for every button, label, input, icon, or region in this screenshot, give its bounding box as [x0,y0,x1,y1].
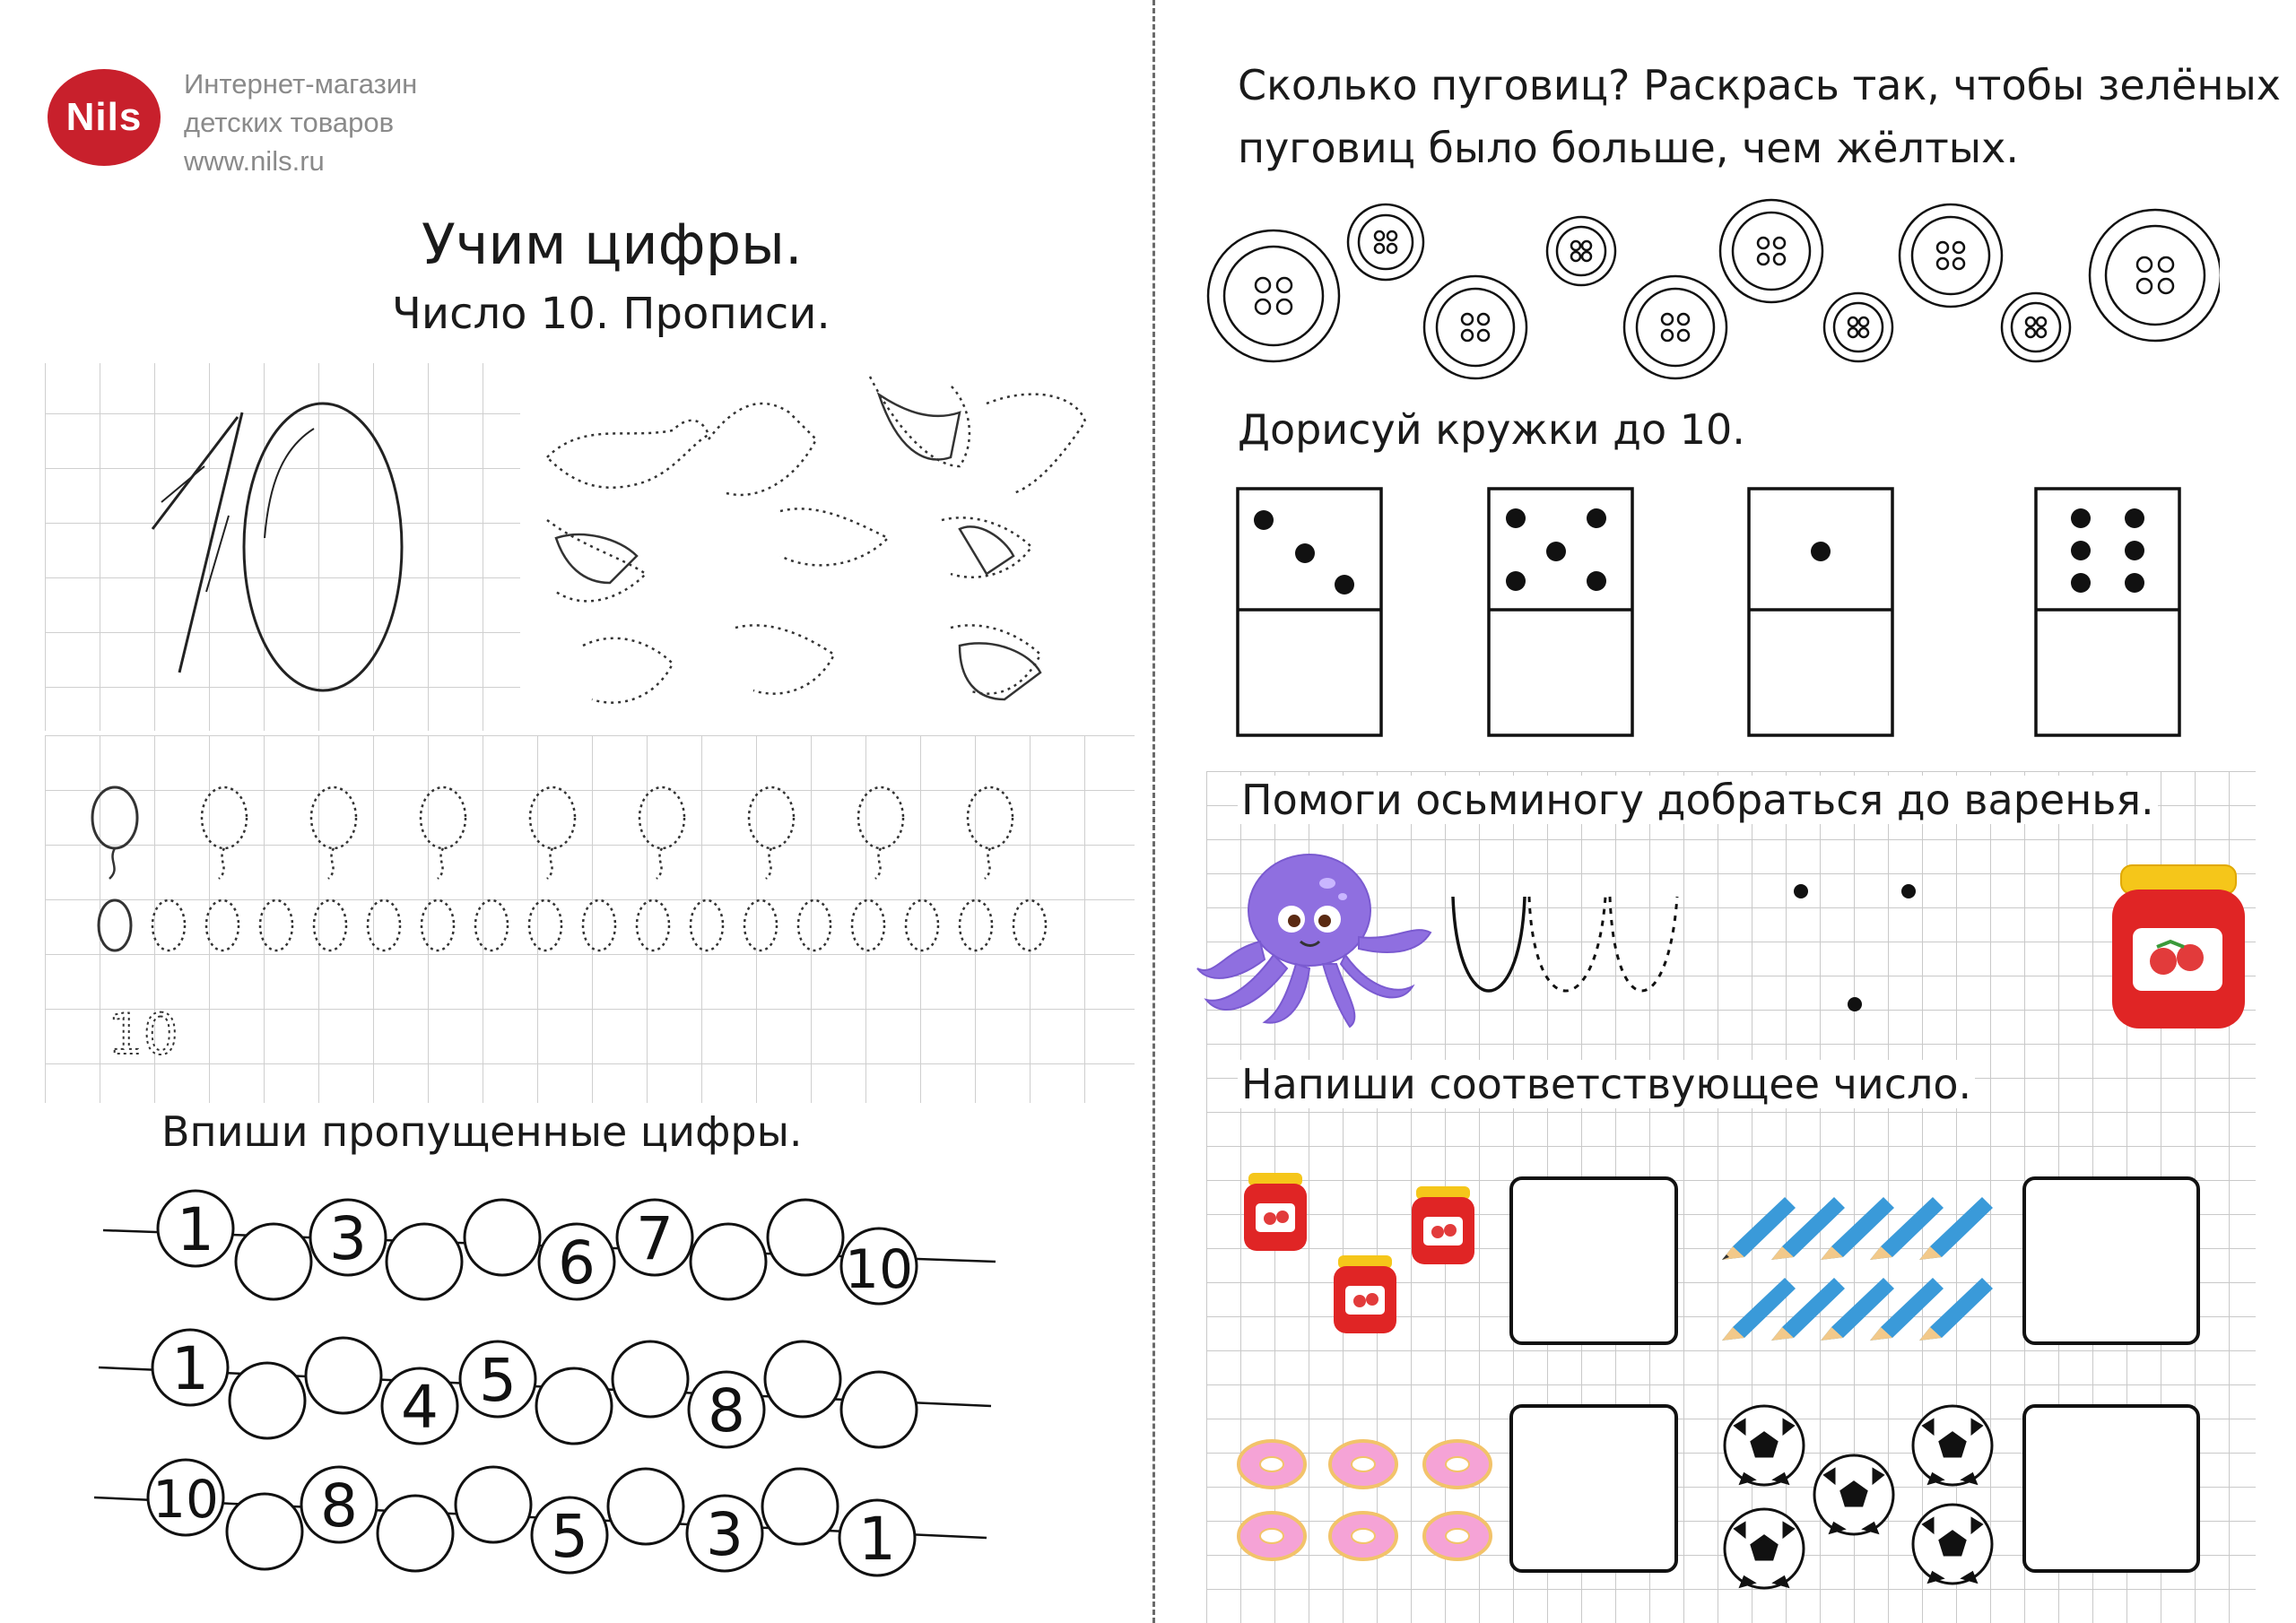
shop-line-2: детских товаров [184,107,395,138]
chain-2-value-4: 4 [401,1373,439,1442]
buttons-illustration [1206,193,2220,381]
chain-1 [103,1191,996,1304]
dotted-birds-illustration [547,377,1085,703]
missing-digits-task: Впиши пропущенные цифры. [161,1107,803,1156]
octopus-task: Помоги осьминогу добраться до варенья. [1238,776,2158,824]
soccer-ball-icon [1725,1509,1804,1588]
chain-1-value-6: 6 [558,1228,596,1298]
shop-url: www.nils.ru [184,145,325,177]
pencils-group [1713,1179,2000,1350]
domino-3 [1749,489,1892,735]
buttons-task-line-1: Сколько пуговиц? Раскрась так, чтобы зелёных [1238,61,2282,109]
button-small [1547,217,1615,285]
bird-outlines [556,395,1040,699]
number-ten-grid [45,359,1135,735]
button-medium [1900,204,2002,307]
button-medium [1424,276,1526,378]
page-divider-dashed [1152,0,1155,1623]
jam-jar-small [1334,1255,1396,1333]
jam-jar-small [1244,1173,1307,1251]
chain-3-value-10: 10 [152,1469,219,1530]
page-title: Учим цифры. [422,212,803,277]
jam-jar-large [2108,861,2251,1040]
chain-2 [99,1330,991,1447]
answer-box-pencils[interactable] [2022,1176,2200,1345]
chain-3-value-5: 5 [551,1502,588,1571]
button-medium [1624,276,1726,378]
page-subtitle: Число 10. Прописи. [392,289,831,339]
jam-jars-group [1238,1166,1498,1345]
dominoes-task: Дорисуй кружки до 10. [1238,405,1745,454]
ten-trace-sample: 10 [108,1002,178,1067]
chain-1-value-1: 1 [177,1195,214,1264]
button-small [1348,204,1423,280]
soccer-ball-icon [1814,1455,1893,1534]
buttons-task-line-2: пуговиц было больше, чем жёлтых. [1238,124,2019,172]
soccer-ball-icon [1913,1406,1992,1485]
number-chains [90,1175,1031,1605]
dominoes [1233,484,2202,740]
shop-line-1: Интернет-магазин [184,68,418,100]
jam-jar-small [1412,1186,1474,1264]
answer-box-balls[interactable] [2022,1404,2200,1573]
soccer-balls-group [1718,1399,2005,1596]
path-to-jam [1444,879,1928,1022]
chain-3-value-1: 1 [858,1505,896,1574]
chain-1-value-10: 10 [844,1238,914,1301]
button-medium [1720,200,1822,302]
chain-2-value-8: 8 [708,1376,745,1445]
chain-3-value-8: 8 [320,1471,358,1541]
handwriting-practice-grid [45,735,1135,1103]
chain-2-value-1: 1 [171,1334,209,1403]
chain-2-value-5: 5 [479,1346,517,1415]
chain-1-value-3: 3 [329,1204,367,1273]
button-large [1208,230,1339,361]
donuts-group [1233,1430,1502,1583]
button-small [2002,293,2070,361]
answer-box-jars[interactable] [1509,1176,1678,1345]
chain-1-value-7: 7 [636,1204,674,1273]
button-small [1824,293,1892,361]
nils-logo: Nils [48,69,161,166]
button-large [2090,210,2220,341]
counting-task: Напиши соответствующее число. [1238,1060,1975,1108]
domino-4 [2036,489,2179,735]
pencil-icon [1722,1197,1993,1341]
soccer-ball-icon [1725,1406,1804,1485]
chain-3 [94,1460,987,1575]
soccer-ball-icon [1913,1505,1992,1584]
answer-box-donuts[interactable] [1509,1404,1678,1573]
octopus-illustration [1188,843,1439,1031]
chain-3-value-3: 3 [706,1500,744,1569]
